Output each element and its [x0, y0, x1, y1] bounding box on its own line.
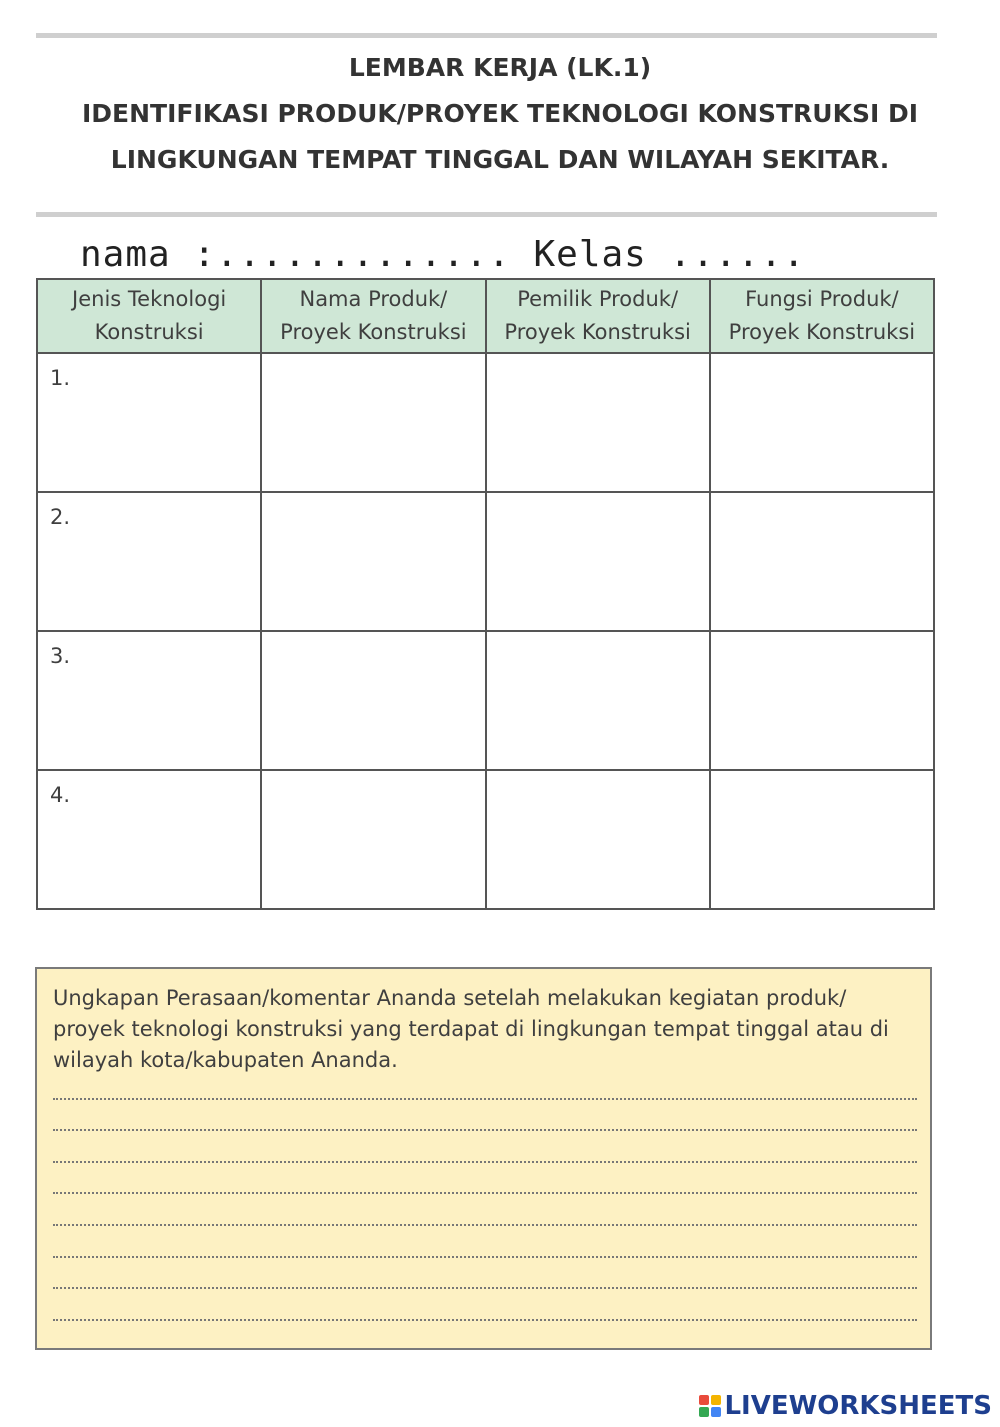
worksheet-title-line-1: IDENTIFIKASI PRODUK/PROYEK TEKNOLOGI KONSTRUKSI DI: [81, 99, 919, 128]
table-row: [37, 770, 934, 909]
reflection-prompt: [53, 983, 923, 1076]
column-header-nama: [261, 279, 485, 353]
liveworksheets-logo-icon: [699, 1395, 721, 1417]
column-header-line: Proyek Konstruksi: [728, 320, 916, 344]
table-row: [37, 492, 934, 631]
bottom-divider: [36, 212, 937, 217]
answer-line[interactable]: [53, 1287, 917, 1289]
answer-line[interactable]: [53, 1129, 917, 1131]
column-header-jenis: [37, 279, 261, 353]
row-number: 3.: [50, 644, 71, 668]
column-header-line: Proyek Konstruksi: [504, 320, 691, 344]
cell-fungsi[interactable]: [710, 353, 934, 492]
column-header-line: Proyek Konstruksi: [280, 320, 467, 344]
column-header-line: Nama Produk/: [299, 287, 448, 311]
reflection-prompt-line: proyek teknologi konstruksi yang terdapat di lingkungan tempat tinggal atau di: [53, 1017, 889, 1041]
answer-line[interactable]: [53, 1192, 917, 1194]
reflection-box: [35, 967, 932, 1350]
column-header-line: Fungsi Produk/: [745, 287, 899, 311]
cell-fungsi[interactable]: [710, 770, 934, 909]
top-divider: [36, 33, 937, 38]
row-number: 1.: [50, 366, 71, 390]
row-number: 4.: [50, 783, 71, 807]
column-header-pemilik: [486, 279, 710, 353]
liveworksheets-brand[interactable]: [699, 1390, 992, 1422]
table-row: [37, 631, 934, 770]
cell-fungsi[interactable]: [710, 631, 934, 770]
cell-nama[interactable]: [261, 770, 485, 909]
answer-line[interactable]: [53, 1256, 917, 1258]
answer-line[interactable]: [53, 1098, 917, 1100]
cell-jenis[interactable]: [37, 353, 261, 492]
cell-jenis[interactable]: [37, 492, 261, 631]
column-header-fungsi: [710, 279, 934, 353]
cell-nama[interactable]: [261, 631, 485, 770]
cell-jenis[interactable]: [37, 770, 261, 909]
answer-line[interactable]: [53, 1319, 917, 1321]
cell-fungsi[interactable]: [710, 492, 934, 631]
cell-pemilik[interactable]: [486, 631, 710, 770]
reflection-prompt-line: Ungkapan Perasaan/komentar Ananda setelah melakukan kegiatan produk/: [53, 986, 847, 1010]
column-header-line: Jenis Teknologi: [72, 287, 227, 311]
row-number: 2.: [50, 505, 71, 529]
worksheet-title-line-2: LINGKUNGAN TEMPAT TINGGAL DAN WILAYAH SEKITAR.: [110, 145, 890, 174]
brand-name: LIVEWORKSHEETS: [724, 1391, 992, 1421]
table-header-row: [37, 279, 934, 353]
worksheet-code-title: LEMBAR KERJA (LK.1): [348, 53, 652, 82]
cell-pemilik[interactable]: [486, 353, 710, 492]
cell-nama[interactable]: [261, 353, 485, 492]
column-header-line: Konstruksi: [94, 320, 204, 344]
answer-line[interactable]: [53, 1224, 917, 1226]
reflection-prompt-line: wilayah kota/kabupaten Ananda.: [53, 1048, 398, 1072]
cell-pemilik[interactable]: [486, 770, 710, 909]
cell-jenis[interactable]: [37, 631, 261, 770]
column-header-line: Pemilik Produk/: [517, 287, 679, 311]
answer-line[interactable]: [53, 1161, 917, 1163]
student-name-class-field[interactable]: nama :............. Kelas ......: [80, 234, 806, 275]
cell-nama[interactable]: [261, 492, 485, 631]
cell-pemilik[interactable]: [486, 492, 710, 631]
table-row: [37, 353, 934, 492]
identification-table: [36, 278, 935, 910]
